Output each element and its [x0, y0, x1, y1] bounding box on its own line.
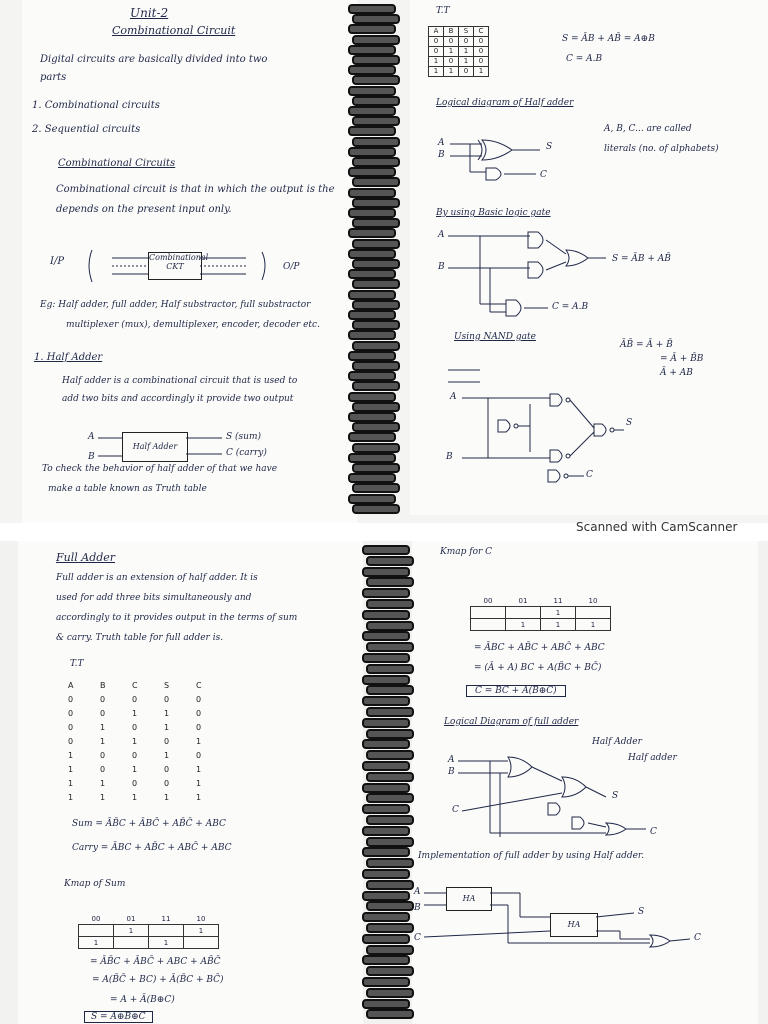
kmap-column-label: 01 [126, 914, 136, 923]
block-label-line-1: Combinational [149, 253, 209, 262]
table-header-cell: B [444, 27, 459, 37]
half-adder-title: 1. Half Adder [34, 352, 103, 363]
and-gate [506, 300, 521, 316]
table-cell: 1 [164, 723, 170, 732]
gate-input-b: B [438, 150, 445, 160]
section-title: Combinational Circuits [58, 158, 176, 169]
table-cell: 1 [68, 751, 74, 760]
table-cell: 1 [429, 67, 444, 77]
and-gate [572, 817, 584, 829]
or-gate [606, 823, 626, 835]
nand-input-b: B [446, 452, 453, 462]
kmap-cell: 1 [149, 937, 184, 949]
table-cell: 0 [474, 37, 489, 47]
table-cell: 0 [132, 723, 138, 732]
fa-output-c: C [650, 827, 657, 837]
table-cell: 0 [100, 751, 106, 760]
kmap-sum-title: Kmap of Sum [64, 879, 126, 889]
kmap-column-label: 10 [196, 914, 206, 923]
table-cell: 0 [444, 57, 459, 67]
fa-input-a: A [448, 755, 455, 765]
examples-line-1: Eg: Half adder, full adder, Half substractor, full substractor [40, 300, 311, 310]
tt-label: T.T [436, 6, 450, 16]
table-cell: 1 [429, 57, 444, 67]
simplify-line-3: = A + Ā(B⊕C) [110, 995, 175, 1005]
table-cell: 0 [100, 709, 106, 718]
kmap-column-label: 11 [161, 914, 171, 923]
literals-note-1: A, B, C... are called [604, 124, 692, 134]
half-adder-label: Half Adder [592, 737, 642, 747]
kmap-carry-title: Kmap for C [440, 547, 493, 557]
table-cell: 0 [68, 695, 74, 704]
table-cell: 1 [164, 751, 170, 760]
and-gate [528, 262, 543, 278]
basic-sum-eq: S = ĀB + AB̄ [612, 254, 671, 264]
table-cell: 1 [100, 779, 106, 788]
table-cell: 0 [196, 709, 202, 718]
table-cell: 1 [474, 67, 489, 77]
table-cell: 0 [132, 751, 138, 760]
unit-heading: Unit-2 [130, 6, 169, 20]
ha-output-s: S (sum) [226, 432, 261, 442]
gate-output-s: S [546, 142, 553, 152]
basic-carry-eq: C = A.B [552, 302, 589, 312]
intro-line-1: Digital circuits are basically divided into two [40, 54, 268, 65]
kmap-column-label: 11 [553, 596, 563, 605]
wire [532, 767, 562, 781]
ha-input-a: A [88, 432, 95, 442]
impl-input-b: B [414, 903, 421, 913]
wire [670, 939, 690, 941]
table-cell: 0 [68, 723, 74, 732]
table-cell: 0 [100, 695, 106, 704]
nand-gate [550, 394, 562, 406]
nand-note-2: = Ā + B̄B [660, 354, 704, 364]
table-cell: 1 [100, 793, 106, 802]
table-cell: 1 [68, 793, 74, 802]
impl-input-c: C [414, 933, 421, 943]
ha-input-b: B [88, 452, 95, 462]
definition-line-2: depends on the present input only. [56, 204, 232, 215]
full-adder-logic-title: Logical Diagram of full adder [444, 717, 579, 727]
tt-label: T.T [70, 659, 84, 669]
carry-equation: C = A.B [566, 54, 603, 64]
table-cell: 0 [196, 751, 202, 760]
table-cell: 1 [459, 47, 474, 57]
kmap-cell: 1 [541, 619, 576, 631]
and-gate [548, 803, 560, 815]
list-item: 2. Sequential circuits [32, 124, 141, 135]
ha-output-c: C (carry) [226, 448, 267, 458]
xor-gate [482, 140, 512, 160]
intro-line-2: parts [40, 72, 67, 83]
kmap-cell: 1 [184, 925, 219, 937]
table-cell: 1 [459, 57, 474, 67]
table-cell: 0 [474, 47, 489, 57]
full-adder-text-3: accordingly to it provides output in the terms of sum [56, 613, 298, 623]
table-cell: 0 [164, 737, 170, 746]
kmap-cell: 1 [576, 619, 611, 631]
table-cell: 0 [444, 37, 459, 47]
wire [546, 240, 566, 254]
table-cell: 1 [444, 67, 459, 77]
half-adder-block-label: HA [462, 894, 476, 903]
impl-output-c: C [694, 933, 701, 943]
table-cell: 0 [196, 723, 202, 732]
table-cell: 0 [100, 765, 106, 774]
table-cell: 1 [196, 793, 202, 802]
table-cell: 0 [132, 779, 138, 788]
table-cell: 0 [459, 67, 474, 77]
carry-equation: Carry = ĀBC + AB̄C + ABC̄ + ABC [72, 843, 232, 853]
impl-input-a: A [414, 887, 421, 897]
nand-gate [498, 420, 510, 432]
nand-gate [594, 424, 606, 436]
xor-gate [562, 777, 586, 797]
table-cell: 0 [164, 695, 170, 704]
examples-line-2: multiplexer (mux), demultiplexer, encoder, decoder etc. [66, 320, 320, 330]
table-header-cell: C [132, 681, 138, 690]
table-header-cell: S [459, 27, 474, 37]
check-text-2: make a table known as Truth table [48, 484, 207, 494]
io-input-label: I/P [50, 256, 65, 267]
table-cell: 1 [68, 765, 74, 774]
nand-gate [548, 470, 560, 482]
xor-gate-curve [478, 140, 482, 160]
gate-output-c: C [540, 170, 547, 180]
table-header-cell: A [68, 681, 74, 690]
table-header-cell: A [429, 27, 444, 37]
and-gate [486, 168, 501, 180]
nand-bubble [514, 424, 518, 428]
wire [586, 787, 606, 797]
carry-step-2: = (Ā + A) BC + A(B̄C + BC̄) [474, 663, 602, 673]
impl-output-s: S [638, 907, 645, 917]
nand-bubble [610, 428, 614, 432]
bottom-right-circuits [0, 541, 768, 1024]
wire [570, 400, 594, 428]
nand-output-s: S [626, 418, 633, 428]
and-gate [528, 232, 543, 248]
kmap-column-label: 01 [518, 596, 528, 605]
table-cell: 1 [444, 47, 459, 57]
list-item: 1. Combinational circuits [32, 100, 160, 111]
table-cell: 0 [68, 737, 74, 746]
kmap-column-label: 00 [483, 596, 493, 605]
check-text-1: To check the behavior of half adder of that we have [42, 464, 278, 474]
basic-input-a: A [438, 230, 445, 240]
block-label-line-2: CKT [166, 262, 184, 271]
full-adder-text-4: & carry. Truth table for full adder is. [56, 633, 224, 643]
kmap-cell: 1 [506, 619, 541, 631]
sum-equation: Sum = ĀB̄C + ĀBC̄ + AB̄C̄ + ABC [72, 819, 226, 829]
table-cell: 0 [429, 37, 444, 47]
table-cell: 0 [474, 57, 489, 67]
table-cell: 0 [164, 765, 170, 774]
table-cell: 0 [68, 709, 74, 718]
table-cell: 1 [164, 793, 170, 802]
sum-result: S = A⊕B⊕C [84, 1011, 153, 1023]
table-cell: 0 [196, 695, 202, 704]
io-output-label: O/P [283, 262, 300, 272]
gate-input-a: A [438, 138, 445, 148]
logic-diagram-title: Logical diagram of Half adder [436, 98, 574, 108]
wire [546, 262, 566, 270]
table-cell: 1 [132, 793, 138, 802]
nand-input-a: A [450, 392, 457, 402]
nand-gate [550, 450, 562, 462]
nand-bubble [566, 454, 570, 458]
table-cell: 0 [459, 37, 474, 47]
half-adder-block-label: HA [567, 920, 581, 929]
kmap-cell: 1 [79, 937, 114, 949]
kmap-column-label: 00 [91, 914, 101, 923]
table-header-cell: S [164, 681, 170, 690]
kmap-cell: 1 [541, 607, 576, 619]
nand-bubble [566, 398, 570, 402]
table-cell: 0 [429, 47, 444, 57]
wire [424, 931, 550, 937]
definition-line-1: Combinational circuit is that in which the output is the [56, 184, 335, 195]
simplify-line-2: = A(B̄C̄ + BC) + Ā(B̄C + BC̄) [92, 975, 224, 985]
table-cell: 0 [132, 695, 138, 704]
table-cell: 1 [132, 737, 138, 746]
kmap-column-label: 10 [588, 596, 598, 605]
half-adder-text-2: add two bits and accordingly it provide two output [62, 394, 294, 404]
full-adder-text-1: Full adder is an extension of half adder. It is [56, 573, 258, 583]
wire [570, 432, 594, 456]
half-adder-block-label: Half Adder [132, 442, 178, 451]
wire [462, 793, 562, 811]
table-cell: 1 [132, 765, 138, 774]
half-adder-text-1: Half adder is a combinational circuit that is used to [62, 376, 298, 386]
nand-note-3: Ā + AB [660, 368, 693, 378]
full-adder-text-2: used for add three bits simultaneously and [56, 593, 252, 603]
scanner-footer: Scanned with CamScanner [576, 520, 738, 534]
wire [588, 823, 606, 827]
fa-output-s: S [612, 791, 619, 801]
page-title: Combinational Circuit [112, 24, 236, 37]
basic-input-b: B [438, 262, 445, 272]
nand-title: Using NAND gate [454, 332, 536, 342]
table-cell: 0 [164, 779, 170, 788]
table-cell: 1 [100, 737, 106, 746]
sum-equation: S = ĀB + AB̄ = A⊕B [562, 34, 655, 44]
carry-result: C = BC + A(B⊕C) [466, 685, 566, 697]
nand-output-c: C [586, 470, 593, 480]
xor-gate [508, 757, 532, 777]
bottom-scan [0, 541, 768, 1024]
nand-note-1: ĀB̄ = Ā + B̄ [620, 340, 673, 350]
wire [596, 913, 634, 917]
table-header-cell: C [196, 681, 202, 690]
basic-gate-title: By using Basic logic gate [436, 208, 551, 218]
nand-bubble [564, 474, 568, 478]
half-adder-label-2: Half adder [628, 753, 677, 763]
fa-input-c: C [452, 805, 459, 815]
full-adder-title: Full Adder [56, 551, 116, 564]
table-header-cell: B [100, 681, 106, 690]
table-cell: 1 [196, 765, 202, 774]
implementation-title: Implementation of full adder by using Half adder. [418, 851, 645, 861]
table-cell: 1 [164, 709, 170, 718]
or-gate [650, 935, 670, 947]
literals-note-2: literals (no. of alphabets) [604, 144, 719, 154]
fa-input-b: B [448, 767, 455, 777]
table-cell: 1 [132, 709, 138, 718]
table-cell: 1 [196, 737, 202, 746]
carry-step-1: = ĀBC + AB̄C + ABC̄ + ABC [474, 643, 605, 653]
table-header-cell: C [474, 27, 489, 37]
table-cell: 1 [100, 723, 106, 732]
simplify-line-1: = ĀB̄C + ĀBC̄ + ABC + AB̄C̄ [90, 957, 221, 967]
table-cell: 1 [196, 779, 202, 788]
table-cell: 1 [68, 779, 74, 788]
or-gate [566, 250, 588, 266]
kmap-cell: 1 [114, 925, 149, 937]
